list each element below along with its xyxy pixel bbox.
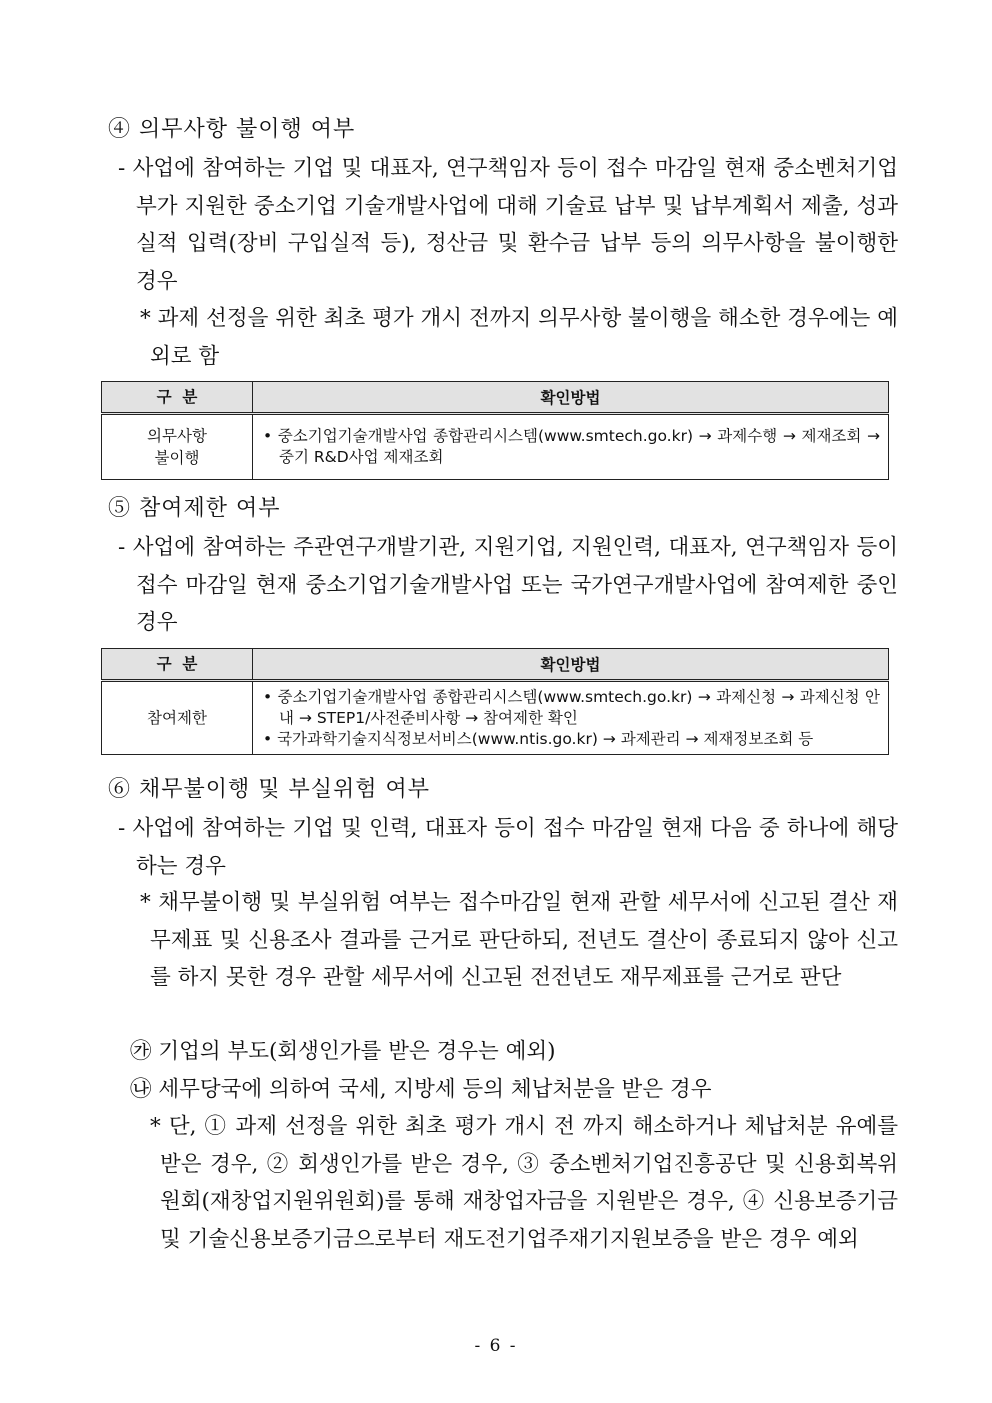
- table-row-label: 참여제한: [102, 681, 253, 755]
- table-row-method: [253, 414, 889, 480]
- table-bullet-item: • 중소기업기술개발사업 종합관리시스템(www.smtech.go.kr) → 과제수행 → 제재조회 → 중기 R&D사업 제재조회: [263, 427, 880, 466]
- section-4-paragraph: - 사업에 참여하는 기업 및 대표자, 연구책임자 등이 접수 마감일 현재 중소벤처기업부가 지원한 중소기업 기술개발사업에 대해 기술료 납부 및 납부계획서 제출, 성과 실적 입력(장비 구입실적 등), 정산금 및 환수금 납부 등의 의무사항을 불이행한 경우: [118, 156, 898, 294]
- table-header-category: 구 분: [102, 649, 253, 681]
- table-bullet-item: • 중소기업기술개발사업 종합관리시스템(www.smtech.go.kr) → 과제신청 → 과제신청 안내 → STEP1/사전준비사항 → 참여제한 확인: [263, 687, 880, 727]
- section-6-item-na: ㉯ 세무당국에 의하여 국세, 지방세 등의 체납처분을 받은 경우: [130, 1077, 712, 1102]
- section-4-note: * 과제 선정을 위한 최초 평가 개시 전까지 의무사항 불이행을 해소한 경우에는 예외로 함: [140, 306, 898, 369]
- section-5-paragraph: - 사업에 참여하는 주관연구개발기관, 지원기업, 지원인력, 대표자, 연구책임자 등이 접수 마감일 현재 중소기업기술개발사업 또는 국가연구개발사업에 참여제한 중인 경우: [118, 535, 898, 635]
- table-header-method: 확인방법: [253, 649, 889, 681]
- table-row-label: 의무사항 불이행: [102, 414, 253, 480]
- section-5-heading: ⑤ 참여제한 여부: [108, 496, 281, 521]
- section-6-item-ga: ㉮ 기업의 부도(회생인가를 받은 경우는 예외): [130, 1039, 556, 1064]
- section-4-heading: ④ 의무사항 불이행 여부: [108, 117, 356, 142]
- section-6-note-2: * 단, ① 과제 선정을 위한 최초 평가 개시 전 까지 해소하거나 체납처분 유예를 받은 경우, ② 회생인가를 받은 경우, ③ 중소벤처기업진흥공단 및 신용회복위원회(재창업지원위원회)를 통해 재창업자금을 지원받은 경우, ④ 신용보증기금 및 기술신용보증기금으로부터 재도전기업주재기지원보증을 받은 경우 예외: [150, 1114, 898, 1252]
- table-row-method: [253, 681, 889, 755]
- section-6-paragraph: - 사업에 참여하는 기업 및 인력, 대표자 등이 접수 마감일 현재 다음 중 하나에 해당하는 경우: [118, 816, 898, 879]
- table-header-method: 확인방법: [253, 382, 889, 414]
- table-header-category: 구 분: [102, 382, 253, 414]
- section-6-note: * 채무불이행 및 부실위험 여부는 접수마감일 현재 관할 세무서에 신고된 결산 재무제표 및 신용조사 결과를 근거로 판단하되, 전년도 결산이 종료되지 않아 신고를 하지 못한 경우 관할 세무서에 신고된 전전년도 재무제표를 근거로 판단: [140, 890, 898, 990]
- section-5-check-table: [101, 648, 889, 755]
- section-4-check-table: [101, 381, 889, 480]
- section-6-heading: ⑥ 채무불이행 및 부실위험 여부: [108, 777, 430, 802]
- page-number: - 6 -: [474, 1336, 518, 1356]
- table-bullet-item: • 국가과학기술지식정보서비스(www.ntis.go.kr) → 과제관리 → 제재정보조회 등: [263, 729, 814, 748]
